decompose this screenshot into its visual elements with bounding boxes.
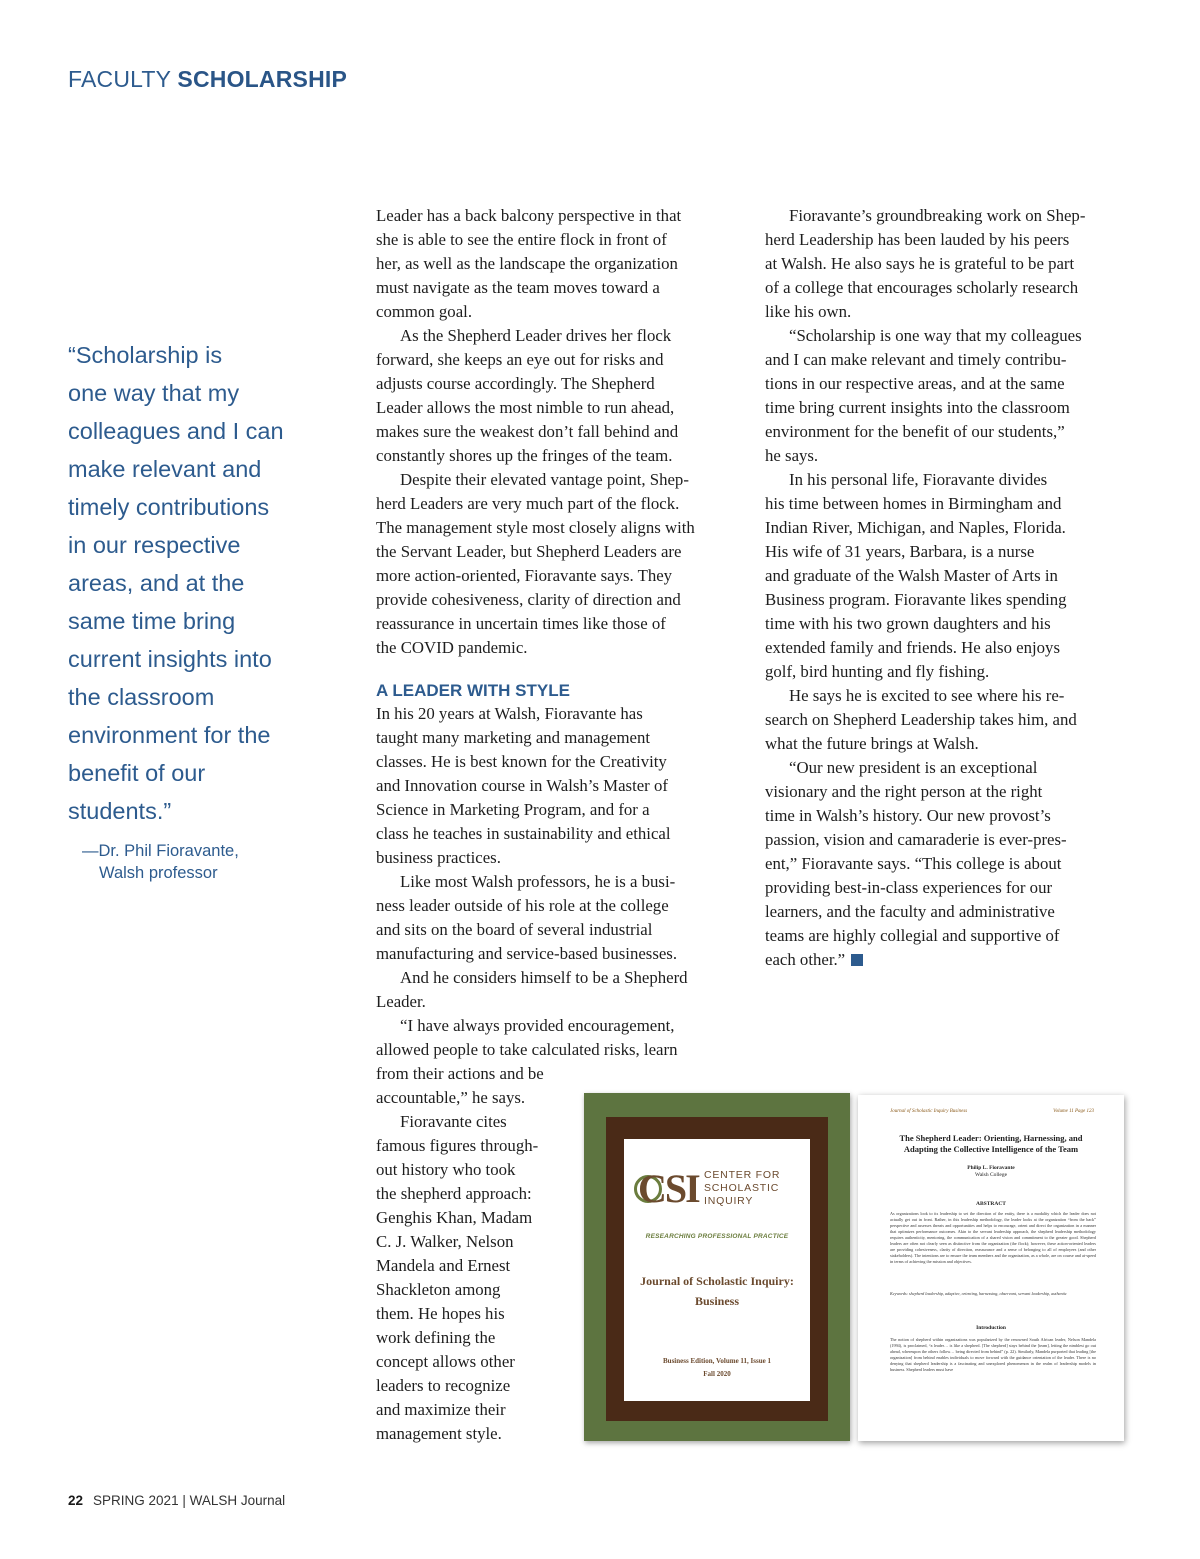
text-line: reassurance in uncertain times like those of	[376, 614, 666, 633]
text-line: he says.	[765, 446, 819, 465]
paragraph	[765, 324, 1131, 468]
text-line: taught many marketing and management	[376, 728, 651, 747]
cover-panel	[624, 1139, 810, 1401]
text-line: Despite their elevated vantage point, Shep-	[400, 470, 689, 489]
csi-logo-words: CENTER FOR SCHOLASTIC INQUIRY	[704, 1169, 781, 1207]
text-line: Shackleton among	[376, 1280, 501, 1299]
paragraph	[376, 204, 742, 324]
paragraph	[765, 756, 1131, 972]
text-line: “Scholarship is one way that my colleagues	[789, 326, 1082, 345]
abstract-text: As organizations look to its leadership to set the direction of the entity, there is a modality which the leader does not actually get out in front. Rather, in this leadership methodology, the leader looks at the organization “from the back” perspective and assesses threats and opportunities and helps to encourage, orient and direct the organization in a manner that optimizes performance outcomes. Akin to the servant leadership approach, the shepherd leadership methodology requires authenticity, mentoring, the communication of a shared vision and commitment to the greater good. Shepherd leaders are often not clearly seen as distinctive from the organization (the flock); however, these action-oriented leaders are providing cohesiveness, clarity of direction, reassurance and a sense of belonging to all of employees (and other stakeholders). The intentions are to ensure the team members and the organization, as a whole, are on course and at-speed in terms of achieving the mission and objectives.	[890, 1211, 1096, 1264]
pull-quote	[68, 336, 338, 884]
text-line: golf, bird hunting and fly fishing.	[765, 662, 990, 681]
text-line: His wife of 31 years, Barbara, is a nurse	[765, 542, 1035, 561]
text-line: time bring current insights into the classroom	[765, 398, 1070, 417]
article-column-2	[765, 204, 1131, 972]
paragraph	[376, 324, 742, 468]
text-line: visionary and the right person at the right	[765, 782, 1043, 801]
cover-frame	[606, 1117, 828, 1421]
text-line: passion, vision and camaraderie is ever-pres-	[765, 830, 1067, 849]
text-line: like his own.	[765, 302, 852, 321]
cover-tagline: RESEARCHING PROFESSIONAL PRACTICE	[645, 1233, 789, 1240]
paragraph	[765, 468, 1131, 684]
text-line: of a college that encourages scholarly research	[765, 278, 1079, 297]
text-line: makes sure the weakest don’t fall behind and	[376, 422, 679, 441]
text-line: and Innovation course in Walsh’s Master of	[376, 776, 668, 795]
text-line: and I can make relevant and timely contribu-	[765, 350, 1067, 369]
article-title: The Shepherd Leader: Orienting, Harnessing, and Adapting the Collective Intelligence of the Team	[899, 1133, 1083, 1154]
pull-quote-line: students.”	[68, 798, 172, 824]
pull-quote-line: benefit of our	[68, 760, 206, 786]
paragraph	[376, 966, 742, 1014]
text-line: Fioravante’s groundbreaking work on Shep-	[789, 206, 1086, 225]
cover-title: Journal of Scholastic Inquiry: Business	[640, 1274, 794, 1308]
pull-quote-line: current insights into	[68, 646, 272, 672]
text-line: As the Shepherd Leader drives her flock	[400, 326, 672, 345]
section-label	[68, 66, 347, 93]
text-line: herd Leadership has been lauded by his peers	[765, 230, 1070, 249]
cover-edition: Business Edition, Volume 11, Issue 1 Fall 2020	[663, 1357, 771, 1378]
csi-logo	[634, 1166, 804, 1211]
text-line: Indian River, Michigan, and Naples, Florida.	[765, 518, 1066, 537]
page-footer	[68, 1493, 285, 1508]
text-line: she is able to see the entire flock in front of	[376, 230, 667, 249]
article-running-head: Journal of Scholastic Inquiry Business Volume 11 Page 123	[890, 1109, 1094, 1114]
text-line: The management style most closely aligns with	[376, 518, 695, 537]
text-line: leaders to recognize	[376, 1376, 511, 1395]
pull-quote-line: areas, and at the	[68, 570, 245, 596]
paragraph	[376, 702, 742, 870]
pull-quote-line: same time bring	[68, 608, 236, 634]
text-line: management style.	[376, 1424, 502, 1443]
pull-quote-text	[68, 336, 338, 830]
article-author: Philip L. Fioravante Walsh College	[967, 1165, 1015, 1178]
text-line: and graduate of the Walsh Master of Arts in	[765, 566, 1058, 585]
pull-quote-line: one way that my	[68, 380, 240, 406]
text-line: the Servant Leader, but Shepherd Leaders are	[376, 542, 682, 561]
journal-cover-image	[584, 1093, 850, 1441]
text-line: classes. He is best known for the Creativity	[376, 752, 667, 771]
text-line: at Walsh. He also says he is grateful to be part	[765, 254, 1075, 273]
text-line: allowed people to take calculated risks, learn	[376, 1040, 678, 1059]
attribution-name: —Dr. Phil Fioravante,	[82, 842, 239, 860]
text-line: Leader allows the most nimble to run ahead,	[376, 398, 675, 417]
paragraph	[765, 684, 1131, 756]
section-label-bold: SCHOLARSHIP	[177, 66, 348, 92]
paragraph	[765, 204, 1131, 324]
text-line: adjusts course accordingly. The Shepherd	[376, 374, 655, 393]
text-line: class he teaches in sustainability and ethical	[376, 824, 671, 843]
text-line: from their actions and be	[376, 1064, 544, 1083]
text-line: “I have always provided encouragement,	[400, 1016, 675, 1035]
paragraph	[376, 870, 742, 966]
text-line: what the future brings at Walsh.	[765, 734, 979, 753]
text-line: concept allows other	[376, 1352, 515, 1371]
text-line: famous figures through-	[376, 1136, 539, 1155]
journal-article-page-image	[858, 1095, 1124, 1441]
text-line: herd Leaders are very much part of the flock.	[376, 494, 680, 513]
intro-heading: Introduction	[976, 1325, 1006, 1331]
text-line: constantly shores up the fringes of the team.	[376, 446, 673, 465]
text-line: teams are highly collegial and supportive of	[765, 926, 1060, 945]
page-number: 22	[68, 1493, 84, 1508]
pull-quote-line: timely contributions	[68, 494, 270, 520]
text-line: ness leader outside of his role at the college	[376, 896, 669, 915]
issue-label: SPRING 2021 | WALSH Journal	[93, 1493, 286, 1508]
intro-text: The notion of shepherd within organizations was popularized by the renowned South African leader, Nelson Mandela (1994), is proclaimed, “a leader… is like a shepherd. [The shepherd] stays behind the [team], letting the nimblest go out ahead, whereupon the others follow… being directed from behind” (p. 22). Similarly, Mandela purported that leading [the organization] from behind enables individuals to move forward with the guidance orientation of the leader. There is no denying that shepherd leadership is a fascinating and unexplored phenomenon in the realm of leadership models in business. Shepherd leaders must have	[890, 1337, 1096, 1372]
text-line: Like most Walsh professors, he is a busi-	[400, 872, 676, 891]
text-line	[765, 948, 1131, 972]
text-line: “Our new president is an exceptional	[789, 758, 1038, 777]
text-line: Leader has a back balcony perspective in that	[376, 206, 682, 225]
text-line: C. J. Walker, Nelson	[376, 1232, 514, 1251]
text-line: Fioravante cites	[400, 1112, 507, 1131]
text-line: her, as well as the landscape the organization	[376, 254, 678, 273]
pull-quote-line: environment for the	[68, 722, 271, 748]
text-line: the shepherd approach:	[376, 1184, 532, 1203]
paragraph	[376, 468, 742, 660]
pull-quote-line: colleagues and I can	[68, 418, 284, 444]
text-line: learners, and the faculty and administrative	[765, 902, 1055, 921]
text-line: Science in Marketing Program, and for a	[376, 800, 650, 819]
end-mark-icon	[851, 954, 863, 966]
text-line: providing best-in-class experiences for our	[765, 878, 1053, 897]
text-line: and maximize their	[376, 1400, 506, 1419]
abstract-heading: ABSTRACT	[976, 1201, 1006, 1207]
text-line: He says he is excited to see where his re-	[789, 686, 1065, 705]
attribution-title: Walsh professor	[99, 864, 218, 882]
text-line: Leader.	[376, 992, 426, 1011]
pull-quote-line: the classroom	[68, 684, 215, 710]
pull-quote-line: in our respective	[68, 532, 241, 558]
text-line: accountable,” he says.	[376, 1088, 526, 1107]
text-line: time with his two grown daughters and his	[765, 614, 1051, 633]
text-line: more action-oriented, Fioravante says. They	[376, 566, 673, 585]
text-line: And he considers himself to be a Shepherd	[400, 968, 688, 987]
text-line: In his 20 years at Walsh, Fioravante has	[376, 704, 643, 723]
text-line: must navigate as the team moves toward a	[376, 278, 660, 297]
csi-logo-icon: CSI	[634, 1169, 698, 1209]
pull-quote-line: “Scholarship is	[68, 342, 223, 368]
text-line: time in Walsh’s history. Our new provost’s	[765, 806, 1051, 825]
text-line: and sits on the board of several industrial	[376, 920, 653, 939]
text-line: In his personal life, Fioravante divides	[789, 470, 1048, 489]
text-line: his time between homes in Birmingham and	[765, 494, 1062, 513]
text-line: ent,” Fioravante says. “This college is about	[765, 854, 1062, 873]
section-label-light: FACULTY	[68, 66, 171, 92]
pull-quote-attribution	[82, 840, 338, 884]
text-line: work defining the	[376, 1328, 496, 1347]
text-line: search on Shepherd Leadership takes him, and	[765, 710, 1077, 729]
text-line: out history who took	[376, 1160, 516, 1179]
text-line: forward, she keeps an eye out for risks and	[376, 350, 664, 369]
subheading: A LEADER WITH STYLE	[376, 681, 570, 700]
text-line: extended family and friends. He also enjoys	[765, 638, 1060, 657]
pull-quote-line: make relevant and	[68, 456, 262, 482]
text-line: environment for the benefit of our students,”	[765, 422, 1065, 441]
text-line: provide cohesiveness, clarity of direction and	[376, 590, 681, 609]
text-line: the COVID pandemic.	[376, 638, 528, 657]
text-line: Mandela and Ernest	[376, 1256, 511, 1275]
text-line: them. He hopes his	[376, 1304, 505, 1323]
text-line: Genghis Khan, Madam	[376, 1208, 533, 1227]
text-line: common goal.	[376, 302, 473, 321]
keywords-text: Keywords: shepherd leadership, adaptive, orienting, harnessing, observant, servant leadership, authentic	[890, 1291, 1067, 1296]
text-line: business practices.	[376, 848, 501, 867]
text-line: tions in our respective areas, and at the same	[765, 374, 1065, 393]
text-line: manufacturing and service-based businesses.	[376, 944, 678, 963]
text-line-content: each other.”	[765, 950, 846, 969]
text-line: Business program. Fioravante likes spending	[765, 590, 1067, 609]
